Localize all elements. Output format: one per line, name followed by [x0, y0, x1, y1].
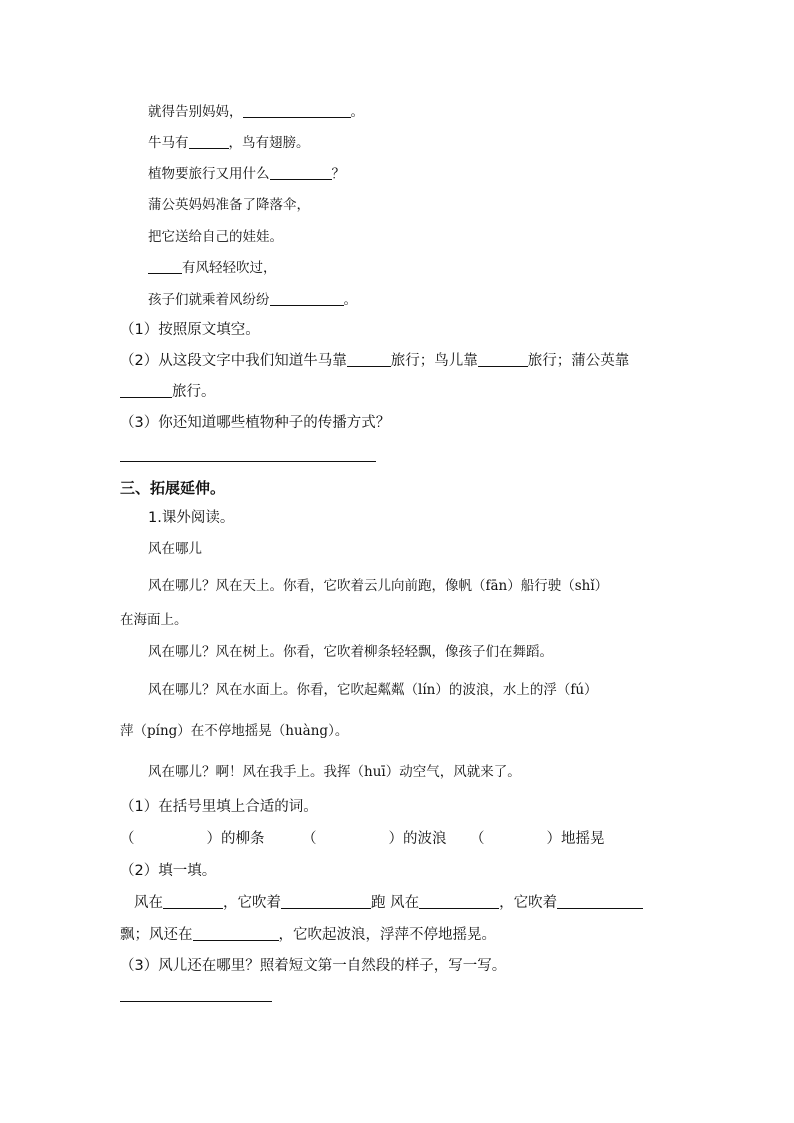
- poem-text: 就得告别妈妈，: [148, 104, 243, 120]
- answer-blank[interactable]: [243, 102, 351, 118]
- answer-blank[interactable]: [270, 290, 344, 306]
- answer-blank[interactable]: [148, 258, 182, 274]
- story-paragraph-3: 风在哪儿？风在水面上。你看，它吹起粼粼（lín）的波浪，水上的浮（fú）: [148, 682, 598, 698]
- poem-text: 。: [350, 104, 364, 120]
- answer-blank[interactable]: [270, 164, 332, 180]
- question-1: （1）按照原文填空。: [120, 322, 260, 338]
- paren-close: ）: [546, 831, 561, 847]
- answer-blank[interactable]: [189, 133, 229, 149]
- fill-text: ，它吹着: [499, 895, 558, 911]
- fill-text: 飘；风还在: [120, 927, 193, 943]
- paren-close: ）: [388, 831, 403, 847]
- fill-text: 跑 风在: [371, 895, 420, 911]
- fill-text: ，它吹着: [223, 895, 281, 911]
- answer-word: 的柳条: [221, 831, 265, 847]
- story-paragraph-3-cont: 萍（píng）在不停地摇晃（huàng）。: [120, 723, 349, 739]
- paren-open: （: [302, 831, 317, 847]
- answer-blank[interactable]: [557, 893, 643, 909]
- reading-question-2: （2）填一填。: [120, 863, 217, 879]
- poem-text: 。: [343, 292, 357, 308]
- poem-text: 牛马有: [148, 135, 189, 151]
- answer-blank[interactable]: [281, 893, 371, 909]
- poem-line-5: 把它送给自己的娃娃。: [148, 229, 283, 245]
- fill-text: 风在: [134, 895, 163, 911]
- section-title: 三、拓展延伸。: [120, 479, 226, 497]
- reading-question-3: （3）风儿还在哪里？照着短文第一自然段的样子，写一写。: [120, 958, 507, 974]
- story-paragraph-2: 风在哪儿？风在树上。你看，它吹着柳条轻轻飘，像孩子们在舞蹈。: [148, 644, 553, 660]
- answer-blank[interactable]: [478, 351, 528, 367]
- subsection-title: 1.课外阅读。: [148, 510, 235, 526]
- answer-blank[interactable]: [419, 893, 499, 909]
- question-text: 旅行。: [172, 384, 216, 400]
- poem-line-6: [148, 258, 277, 278]
- answer-blank[interactable]: [193, 925, 279, 941]
- answer-line[interactable]: [120, 461, 376, 462]
- answer-word: 地摇晃: [561, 831, 605, 847]
- story-paragraph-1: 风在哪儿？风在天上。你看，它吹着云儿向前跑，像帆（fān）船行驶（shǐ）: [148, 578, 609, 594]
- answer-line[interactable]: [120, 1001, 272, 1002]
- fill-text: ，它吹起波浪，浮萍不停地摇晃。: [278, 927, 496, 943]
- story-paragraph-1-cont: 在海面上。: [120, 612, 188, 628]
- poem-text: ？: [331, 166, 345, 182]
- story-title: 风在哪儿: [148, 541, 202, 557]
- question-text: 旅行；蒲公英靠: [527, 353, 630, 369]
- question-2: [120, 351, 629, 371]
- fill-in-parens-row: [120, 829, 265, 849]
- poem-text: 植物要旅行又用什么: [148, 166, 270, 182]
- fill-in-parens-row: [470, 829, 605, 849]
- story-paragraph-4: 风在哪儿？啊！风在我手上。我挥（huī）动空气，风就来了。: [148, 764, 521, 780]
- paren-close: ）: [206, 831, 221, 847]
- poem-line-3: [148, 164, 345, 184]
- poem-line-2: [148, 133, 310, 153]
- poem-line-7: [148, 290, 357, 310]
- question-2-cont: [120, 382, 216, 402]
- reading-question-1: （1）在括号里填上合适的词。: [120, 799, 318, 815]
- poem-text: ，鸟有翅膀。: [228, 135, 310, 151]
- answer-blank[interactable]: [347, 351, 391, 367]
- poem-line-1: [148, 102, 364, 122]
- paren-open: （: [120, 831, 135, 847]
- poem-text: 孩子们就乘着风纷纷: [148, 292, 270, 308]
- question-text: （2）从这段文字中我们知道牛马靠: [120, 353, 347, 369]
- fill-in-parens-row: [302, 829, 447, 849]
- answer-blank[interactable]: [120, 382, 172, 398]
- poem-line-4: 蒲公英妈妈准备了降落伞，: [148, 197, 310, 213]
- answer-blank[interactable]: [163, 893, 223, 909]
- fill-row-2: [120, 925, 496, 945]
- poem-text: 有风轻轻吹过，: [182, 260, 277, 276]
- paren-open: （: [470, 831, 485, 847]
- question-3: （3）你还知道哪些植物种子的传播方式？: [120, 415, 391, 431]
- question-text: 旅行；鸟儿靠: [390, 353, 478, 369]
- fill-row-1: [134, 893, 643, 913]
- answer-word: 的波浪: [403, 831, 447, 847]
